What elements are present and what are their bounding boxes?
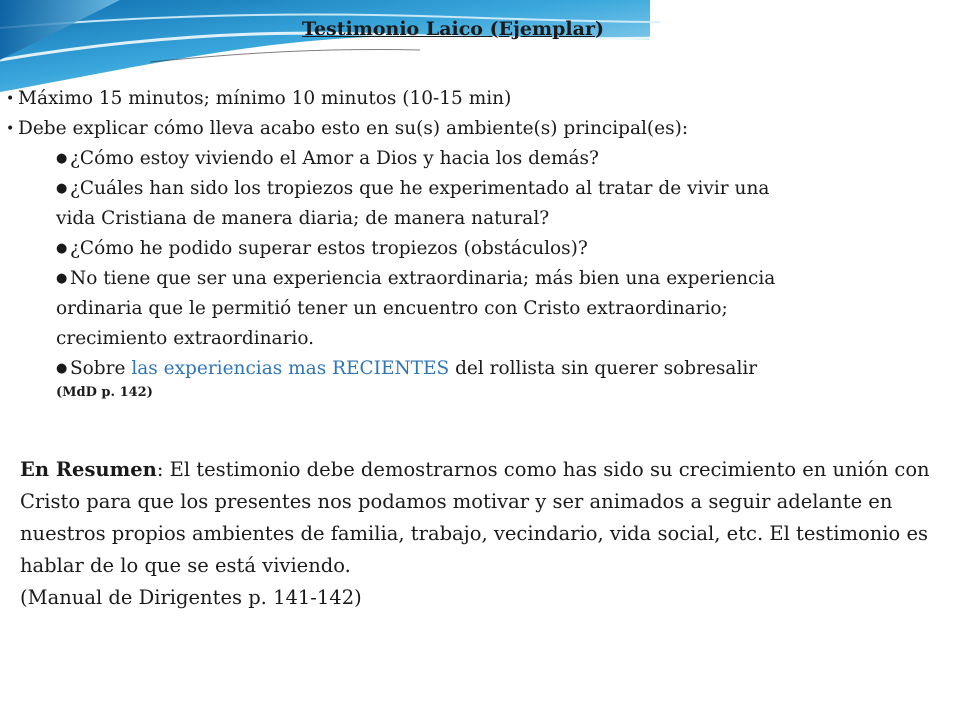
sub-item: ● Sobre las experiencias mas RECIENTES del rollista sin querer sobresalir xyxy=(0,354,940,384)
highlighted-text: las experiencias mas RECIENTES xyxy=(131,358,450,379)
bullet-item: • Máximo 15 minutos; mínimo 10 minutos (10-15 min) xyxy=(0,84,940,114)
sub-item: ● ¿Cuáles han sido los tropiezos que he experimentado al tratar de vivir una vida Cristiana de manera diaria; de manera natural? xyxy=(0,174,940,234)
bullet-icon: ● xyxy=(56,361,68,376)
bullet-icon: ● xyxy=(56,271,68,286)
bullet-icon: ● xyxy=(56,151,68,166)
summary-text: : El testimonio debe demostrarnos como has sido su crecimiento en unión con Cristo para que los presentes nos podamos motivar y ser animados a seguir adelante en nuestros propios ambientes de familia, trabajo, vecindario, vida social, etc. El testimonio es hablar de lo que se está viviendo. xyxy=(20,458,930,577)
sub-item: ● No tiene que ser una experiencia extraordinaria; más bien una experiencia ordinaria que le permitió tener un encuentro con Cristo extraordinario; crecimiento extraordinario. xyxy=(0,264,940,354)
summary-paragraph xyxy=(20,454,950,614)
bullet-icon: • xyxy=(6,121,15,137)
sub-item: ● ¿Cómo estoy viviendo el Amor a Dios y hacia los demás? xyxy=(0,144,940,174)
page-title: Testimonio Laico (Ejemplar) xyxy=(302,18,604,40)
bullet-icon: ● xyxy=(56,181,68,196)
bullet-icon: ● xyxy=(56,241,68,256)
summary-label: En Resumen xyxy=(20,458,157,481)
summary-reference: (Manual de Dirigentes p. 141-142) xyxy=(20,586,362,609)
reference-note: (MdD p. 142) xyxy=(56,385,153,400)
content-list xyxy=(0,84,940,402)
bullet-item: • Debe explicar cómo lleva acabo esto en su(s) ambiente(s) principal(es): xyxy=(0,114,940,144)
bullet-icon: • xyxy=(6,91,15,107)
sub-item: ● ¿Cómo he podido superar estos tropiezos (obstáculos)? xyxy=(0,234,940,264)
